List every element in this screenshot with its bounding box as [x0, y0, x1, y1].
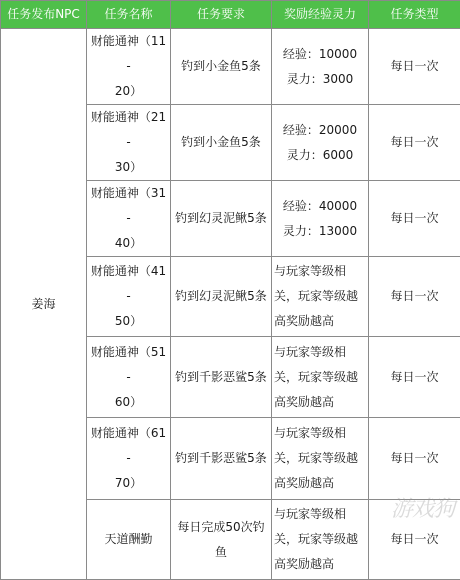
- reward-line: 经验：20000: [274, 118, 366, 143]
- watermark-logo: 游戏狗: [391, 492, 454, 523]
- quest-name-line: 财能通神（61-: [89, 421, 168, 471]
- requirement-cell: 钓到小金鱼5条: [171, 29, 272, 105]
- npc-cell: 姜海: [1, 29, 87, 580]
- reward-line: 高奖励越高: [274, 309, 366, 334]
- quest-name-cell: [87, 105, 171, 181]
- reward-cell: [272, 500, 369, 580]
- quest-type-cell: 每日一次: [369, 29, 460, 105]
- quest-name-cell: [87, 418, 171, 500]
- reward-cell: [272, 257, 369, 337]
- reward-line: 灵力：6000: [274, 143, 366, 168]
- quest-name-cell: [87, 337, 171, 418]
- reward-line: 灵力：13000: [274, 219, 366, 244]
- reward-line: 与玩家等级相: [274, 502, 366, 527]
- quest-name-line: 70）: [89, 471, 168, 496]
- quest-name-cell: [87, 257, 171, 337]
- header-reward: 奖励经验灵力: [272, 1, 369, 29]
- header-npc: 任务发布NPC: [1, 1, 87, 29]
- quest-name-line: 60）: [89, 390, 168, 415]
- quest-type-cell: 每日一次: [369, 337, 460, 418]
- quest-name-cell: [87, 29, 171, 105]
- quest-type-cell: 每日一次: [369, 418, 460, 500]
- reward-line: 关，玩家等级越: [274, 527, 366, 552]
- header-row: [1, 1, 460, 29]
- requirement-cell: 钓到千影恶鲨5条: [171, 418, 272, 500]
- requirement-cell: 钓到小金鱼5条: [171, 105, 272, 181]
- reward-line: 灵力：3000: [274, 67, 366, 92]
- reward-cell: [272, 181, 369, 257]
- quest-name-line: 财能通神（11-: [89, 29, 168, 79]
- header-quest-type: 任务类型: [369, 1, 460, 29]
- quest-name-line: 财能通神（31-: [89, 181, 168, 231]
- requirement-cell: 每日完成50次钓鱼: [171, 500, 272, 580]
- reward-cell: [272, 29, 369, 105]
- header-requirement: 任务要求: [171, 1, 272, 29]
- header-quest-name: 任务名称: [87, 1, 171, 29]
- quest-name-line: 50）: [89, 309, 168, 334]
- quest-type-cell: 每日一次: [369, 181, 460, 257]
- reward-line: 与玩家等级相: [274, 340, 366, 365]
- requirement-cell: 钓到幻灵泥鳅5条: [171, 257, 272, 337]
- reward-line: 与玩家等级相: [274, 421, 366, 446]
- reward-cell: [272, 105, 369, 181]
- quest-name-line: 财能通神（51-: [89, 340, 168, 390]
- reward-line: 关，玩家等级越: [274, 365, 366, 390]
- reward-line: 与玩家等级相: [274, 259, 366, 284]
- reward-line: 经验：40000: [274, 194, 366, 219]
- reward-line: 关，玩家等级越: [274, 446, 366, 471]
- quest-type-cell: 每日一次: [369, 500, 460, 580]
- reward-line: 关，玩家等级越: [274, 284, 366, 309]
- reward-line: 高奖励越高: [274, 471, 366, 496]
- quest-name-cell: [87, 181, 171, 257]
- quest-type-cell: 每日一次: [369, 105, 460, 181]
- quest-name-line: 财能通神（41-: [89, 259, 168, 309]
- reward-cell: [272, 337, 369, 418]
- table-row: [1, 29, 460, 105]
- reward-line: 经验：10000: [274, 42, 366, 67]
- quest-type-cell: 每日一次: [369, 257, 460, 337]
- quest-name-cell: 天道酬勤: [87, 500, 171, 580]
- requirement-cell: 钓到千影恶鲨5条: [171, 337, 272, 418]
- reward-line: 高奖励越高: [274, 552, 366, 577]
- reward-cell: [272, 418, 369, 500]
- quest-name-line: 财能通神（21-: [89, 105, 168, 155]
- quest-name-line: 40）: [89, 231, 168, 256]
- requirement-cell: 钓到幻灵泥鳅5条: [171, 181, 272, 257]
- reward-line: 高奖励越高: [274, 390, 366, 415]
- quest-name-line: 30）: [89, 155, 168, 180]
- quest-name-line: 20）: [89, 79, 168, 104]
